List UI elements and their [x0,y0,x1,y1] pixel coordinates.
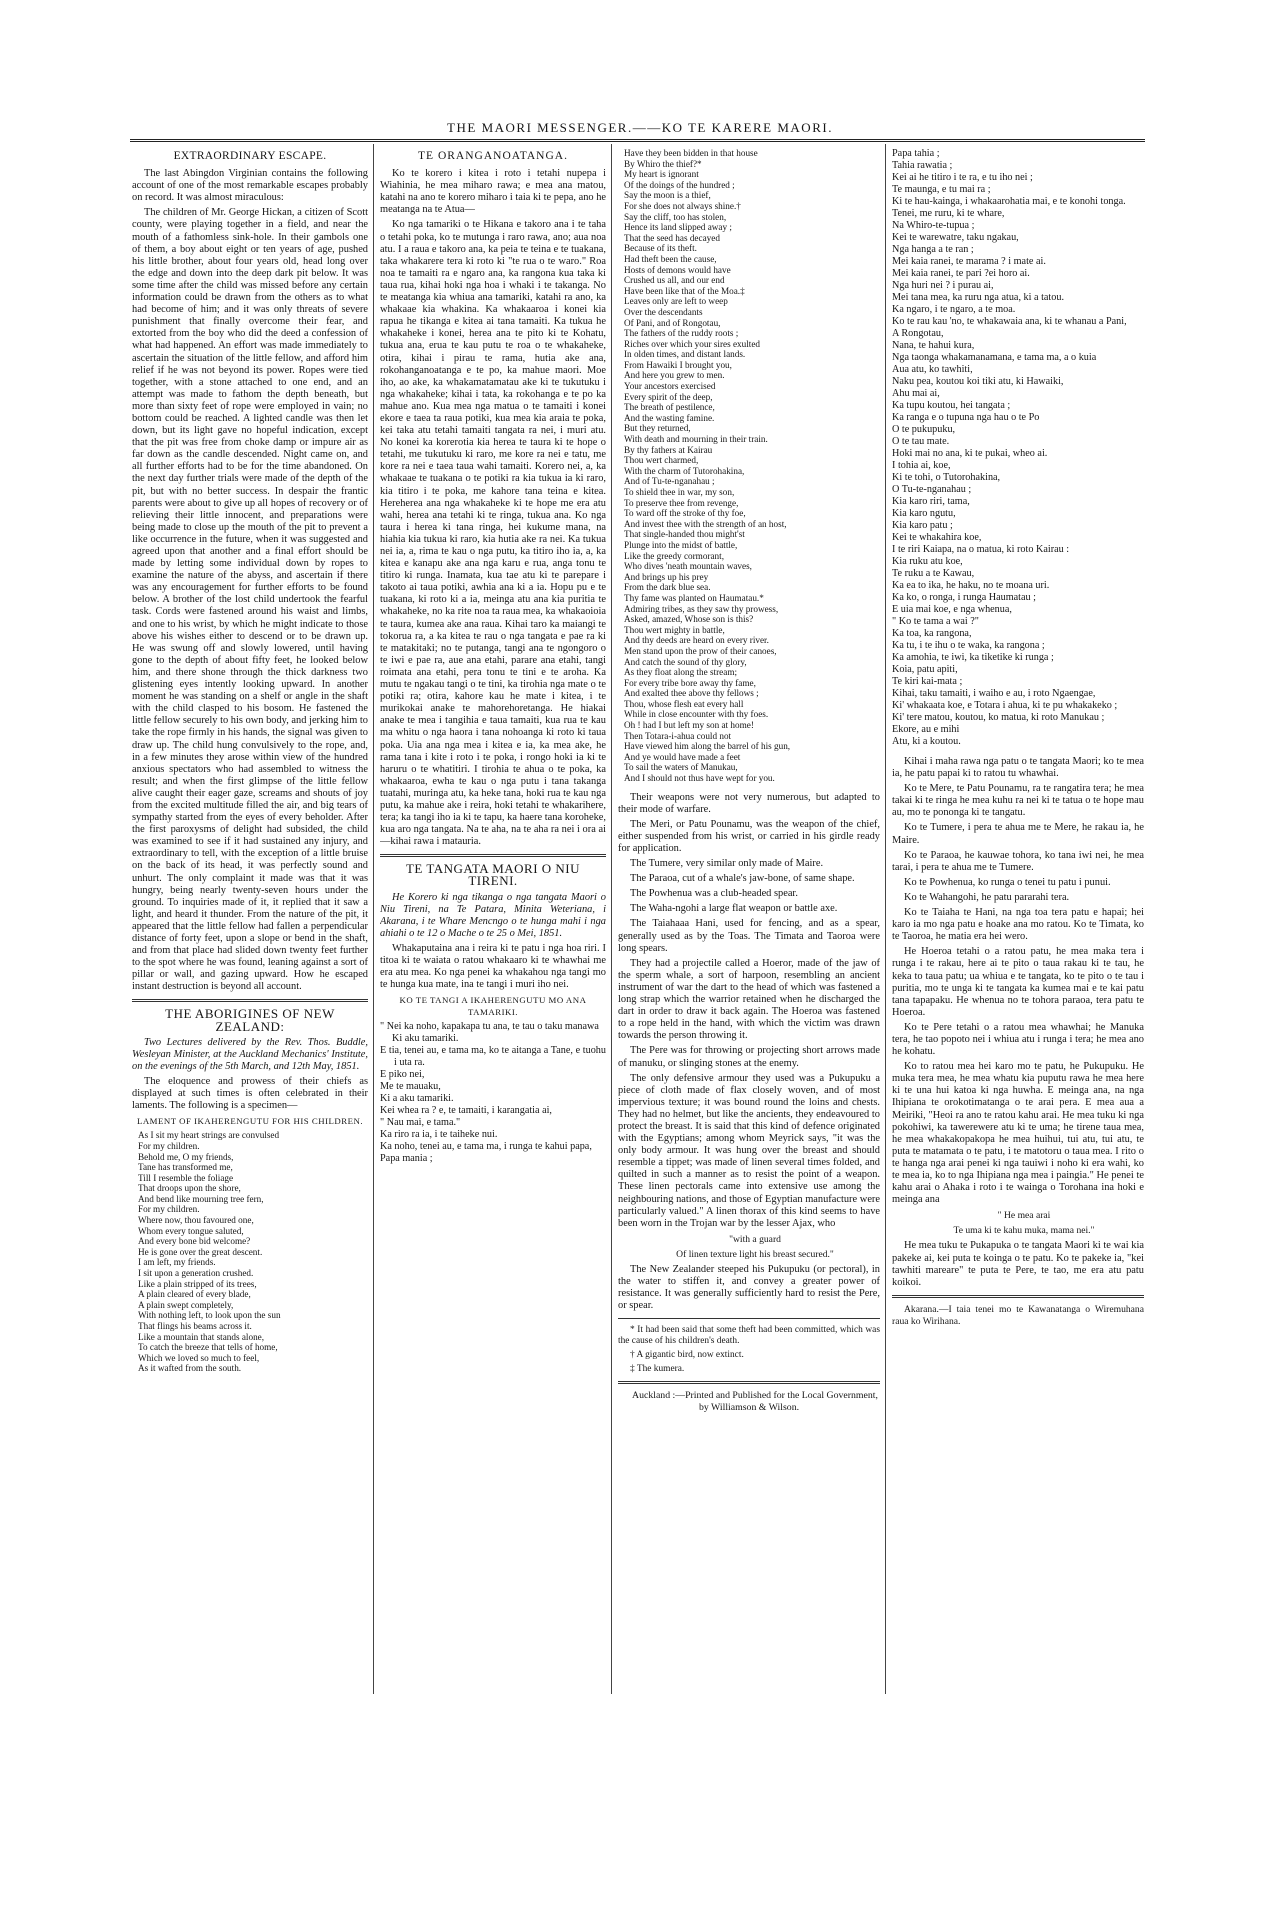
poem-line: Thy fame was planted on Haumatau.* [624,592,764,603]
poem-line: Till I resemble the foliage [138,1172,234,1183]
poem-line: And ye would have made a feet [624,751,741,762]
poem-line: Ki te tohi, o Tutorohakina, [892,472,1001,483]
poem-line: Kihai, taku tamaiti, i waiho e au, i roto Ngaengae, [892,688,1096,699]
poem-line: Ki' whakaata koe, e Totara i ahua, ki te pu whakakeko ; [892,700,1118,711]
poem-line: That flings his beams across it. [138,1321,252,1331]
poem-line: Like a mountain that stands alone, [138,1331,265,1342]
lament-poem [132,1130,368,1374]
poem-line: By Whiro the thief?* [624,158,702,169]
article-title-escape: EXTRAORDINARY ESCAPE. [173,150,327,162]
poem-line: Naku pea, koutou koi tiki atu, ki Hawaiki, [892,376,1064,387]
poem-line: Ka toa, ka rangona, [892,628,972,639]
article-subtitle: Two Lectures delivered by the Rev. Thos. Buddle, Wesleyan Minister, at the Auckland Mechanics' Institute, on the evenings of the 5th March, and 12th May, 1851. [132,1036,368,1072]
poem-line: Leaves only are left to weep [624,296,728,307]
paragraph: The children of Mr. George Hickan, a citizen of Scott county, were playing together in a field, and near the mouth of a fathomless sink-hole. In their gambols one of them, a boy about eight or ten years of age, pushed his little brother, about four years old, head long over the edge and down into the deep dark pit below. It was some time after the child was missed before any certain information could be drawn from the others as to what had become of him; and it was only threats of severe punishment that finally overcome their fear, and extorted from the boy who did the deed a confession of what had happened. An effort was made immediately to ascertain the situation of the little fellow, and afford him relief if he was not beyond its power. Ropes were tied together, with a stone attached to one end, and an attempt was made to fathom the depth beneath, but more than sixty feet of rope were employed in vain; no bottom could be reached. A lighted candle was then let down, but its light gave no hopeful indication, except that the pit was free from choke damp or impure air as far down as the candle descended. Night came on, and all further efforts had to be for the time abandoned. On the next day further trials were made of the depth of the pit, but with no better success. In despair the frantic parents were about to give up all hopes of recovery or of relieving their little innocent, and preparations were being made to close up the mouth of the pit to prevent a like occurrence in the future, when it was suggested and agreed upon that another and a final effort should be made by letting some individual down by ropes to examine the nature of the abyss, and ascertain if there was any encouragement for further efforts to be found below. A brother of the lost child undertook the fearful task. Cords were fastened around his waist and limbs, and one to his wrist, by which he might indicate to those above his wishes either to descend or to be drawn up. He was swung off and slowly lowered, until having gone to the depth of about fifty feet, he looked below him, and there shone through the thick darkness two glistening eyes intently looking upward. In another moment he was standing on a shelf or angle in the shaft with the child clasped to his bosom. He fastened the little fellow securely to his own body, and jerking him to take the rope firmly in his hands, the signal was given to draw up. The child hung convulsively to the rope, and, in a few minutes they arose within view of the hundred anxious spectators who had assembled to witness the result; and when the first glimpse of the little fellow alive caught their eager gaze, screams and shouts of joy from the excited multitude filled the air, and big tears of sympathy started from the eyes of every beholder. After the first paroxysms of delight had subsided, the child was examined to see if it had sustained any injury, and extraordinary to tell, with the exception of a little bruise on the back of its head, it was perfectly sound and unhurt. The only complaint it made was that it was hungry, being nearly twenty-seven hours under the ground. To inquiries made of it, it replied that it saw a light, and heard it thunder. From the nature of the pit, it appeared that the little fellow had fallen a perpendicular distance of forty feet, upon a slope or bend in the shaft, and from that place had slided down twenty feet further to the spot where he was found, leaning against a sort of pillar or wall, and gazing upward. How he escaped instant destruction is beyond all account. [132,207,368,993]
poem-line: Me te mauaku, [380,1081,441,1093]
poem-line: I te riri Kaiapa, na o matua, ki roto Kairau : [892,544,1070,555]
lament-title: LAMENT OF IKAHERENGUTU FOR HIS CHILDREN. [136,1116,364,1127]
poem-line: O te pukupuku, [892,424,956,435]
poem-line: But they returned, [624,423,691,434]
poem-line: My heart is ignorant [624,169,699,180]
poem-line: Nga huri nei ? i purau ai, [892,280,994,291]
poem-line: Nga taonga whakamanamana, e tama ma, a o kuia [892,352,1097,363]
poem-line: Ki aku tamariki. [392,1033,459,1045]
paragraph: Ko nga tamariki o te Hikana e takoro ana i te taha o tetahi poka, ko te mutunga i raro rawa, ano; aua noa atu. I a raua e takoro ana, ka peia te teina e te tuakana, taka whakarere tera ki roto ki "te rua o te waro." Roa noa te tamaiti ra e ngaro ana, ka rangona kua taka ki taua rua, kihai hoki nga hoa i whaki i te takanga. No te meatanga kia whiua ana tamariki, katahi ra ano, ka whakaae kia whakina. Ka whakaaroa i konei kia rapua he tikanga e kitea ai tana tamaiti. Ka tukua he whakaheke i konei, herea ana te pito ki te Kohatu, tukua ana, erua te kau putu te roa o te whakaheke, otira, kihai i pirau te rama, hutia ake ana, rokohanganoatanga e te po, ka mahue maori. Moe iho, ao ake, ka whakamatamatau ake ki te tukutuku i nga whakaheke; kihai i tata, ka rokohanga e te po ka mahue ano. Kua mea nga matua o te tamaiti i konei ekore e taea ta raua potiki, kua mea kia araia te poka, kei taka atu tetahi tamaiti tangata ra nei, i muri atu. No konei ka korerotia kia herea te taura ki te hope o tetahi, me tukutuku ki raro, me kore ra nei e tatu, me kore ra nei e taea taua wahi tamaiti. Korero nei, a, ka whakaae te tuakana o te potiki ra kia tukua ia ki raro, kia titiro i te poka, me kahore tana teina e kitea. Hereherea ana nga whakaheke ki te hope me era atu wahi, herea ana tetahi ki te ringa, tukua ana. Ko nga taura i herea ki tana ringa, hei kukume mana, na hiahia kia tukua ki raro, kia hutia ake ra nei. Ka tukua nei ia, a, rima te kau o nga putu, ka titiro iho ia, a, ka kitea e kanapu ake ana nga karu e rua, anga tonu te titiro ki runga. Inamata, kua tae atu ki te parepare i takoto ai taua potiki, awhia ana ki a ia. Hopu pu e te tuakana, ki roto ki a ia, meinga atu ana kia puritia te whakaheke, no ka rite noa ta raua mea, ka whakaoioia te taura, kumea ake ana raua. Kihai taro ka maiangi te tokorua ra, a ka kitea te rau o nga tangata e pae ra ki te matakitaki; no te putanga, tangi ana te ngongoro o te iwi e pae ra, aue ana etahi, parare ana etahi, tangi roimata ana etahi, pera tonu te tini e te aroha. Ka mutu te ngakau tangi o te tini, ka tirohia nga mate o te potiki ra; otira, kahore kau he mate i kitea, i te murikokai anake te mahorehoretanga. He hiakai anake te mea i tangihia e taua tamaiti, kua rua te kau ma whitu o nga haora i tana nohoanga ki roto ki taua poka. Uia ana nga mea i kitea e ia, ka mea ake, he rama tana i kite i roto i te poka, i rongo hoki ia ki te haruru o te whatitiri. I tirohia te ahua o te poka, ka whakaaroa, ewha te kau o nga putu i tana takanga tuatahi, muringa atu, ka heke tana, hoki rua te kau nga putu, ka mahue ake i reira, hoki tetahi te whakarihere, tera; ka tangi iho ia ki te tapu, ka haere tana koroheke, kua aro nga tangata. Na te aha, na te aha ra nei i ora ai—kihai rawa i matauria. [380,219,606,848]
poem-line: Ka noho, tenei au, e tama ma, i runga te kahui papa, [380,1141,592,1153]
poem-line: And of Tu-te-nganahau ; [624,476,715,487]
footnote: * It had been said that some theft had been committed, which was the cause of his children's death. [618,1325,880,1347]
poem-line: Ekore, au e mihi [892,724,960,735]
poem-line: In olden times, and distant lands. [624,349,746,360]
imprint-rule [892,1295,1144,1298]
poem-line: And bend like mourning tree fern, [138,1193,264,1204]
poem-line: And here you grew to men. [624,370,725,381]
poem-line: Asked, amazed, Whose son is this? [624,614,754,625]
lament-poem-continued [618,148,880,784]
poem-line: Kei whea ra ? e, te tamaiti, i karangatia ai, [380,1105,552,1117]
poem-line: Hence its land slipped away ; [624,222,732,233]
paragraph: The eloquence and prowess of their chiefs as displayed at such times is often celebrated in their laments. The following is a specimen— [132,1075,368,1112]
poem-line: O te tau mate. [892,436,950,447]
poem-line: " Ko te tama a wai ?" [892,616,979,627]
poem-line: Had theft been the cause, [624,253,717,264]
poem-line: " Nau mai, e tama." [380,1117,461,1129]
poem-line: Papa mania ; [380,1153,433,1165]
paragraph: Ko te korero i kitea i roto i tetahi nupepa i Wiahinia, he mea miharo rawa; e mea ana matou, katahi na ano te korero miharo i taia ki te pepa, ano he meatanga na te Atua— [380,168,606,216]
poem-line: Mei kaia ranei, te marama ? i mate ai. [892,256,1046,267]
poem-line: E tia, tenei au, e tama ma, ko te aitanga a Tane, e tuohu i uta ra. [380,1045,606,1069]
imprint: Auckland :—Printed and Published for the Local Government, by Williamson & Wilson. [632,1390,878,1414]
poem-line: As I sit my heart strings are convulsed [138,1130,280,1141]
poem-line: Over the descendants [624,306,703,317]
paragraph: Ko te Mere, te Patu Pounamu, ra te rangatira tera; he mea takai ki te ringa he mea kuhu ra nei ki te tatua o te hope mau au, mo te pononga ki te tangatu. [892,783,1144,819]
poem-line: The fathers of the ruddy roots ; [624,328,739,339]
paragraph: The last Abingdon Virginian contains the following account of one of the most remarkable escapes probably on record. It was almost miraculous: [132,168,368,204]
poem-line: Ka tupu koutou, hei tangata ; [892,400,1011,411]
poem-line: That droops upon the shore, [138,1183,241,1194]
poem-line: For every tribe bore away thy fame, [624,677,756,688]
footnote: † A gigantic bird, now extinct. [630,1350,744,1361]
article-title-aborigines: THE ABORIGINES OF NEW ZEALAND: [165,1006,335,1034]
poem-line: I tohia ai, koe, [892,460,951,471]
poem-line: Like the greedy cormorant, [624,550,724,561]
footnote: ‡ The kumera. [630,1364,685,1375]
poem-line: Atu, ki a koutou. [892,736,961,747]
poem-line: Thou wert charmed, [624,455,699,466]
poem-line: And the wasting famine. [624,412,715,423]
poem-line: Nga hanga a te ran ; [892,244,974,255]
paragraph: The New Zealander steeped his Pukupuku (or pectoral), in the water to stiffen it, and convey a greater power of resistance. It was generally sufficiently hard to resist the Pere, or spear. [618,1264,880,1312]
poem-line: And exalted thee above thy fellows ; [624,688,759,699]
paragraph: Ko te Tumere, i pera te ahua me te Mere, he rakau ia, he Maire. [892,822,1144,846]
poem-line: With nothing left, to look upon the sun [138,1310,281,1321]
paragraph: The Powhenua was a club-headed spear. [630,888,798,900]
article-subtitle: He Korero ki nga tikanga o nga tangata Maori o Niu Tireni, na Te Patara, Minita Weteriana, i Akarana, i te Whare Mencngo o te hunga mahi i nga ahiahi o te 12 o Mache o te 25 o Mei, 1851. [380,891,606,939]
poem-line: Behold me, O my friends, [138,1151,234,1162]
imprint: Akarana.—I taia tenei mo te Kawanatanga o Wiremuhana raua ko Wirihana. [892,1303,1144,1327]
header-rule [130,139,1145,142]
paragraph: Ko te Paraoa, he kauwae tohora, ko tana iwi nei, he mea tarai, i pera te ahua me te Tumere. [892,849,1144,873]
poem-line: Oh ! had I but left my son at home! [624,720,754,731]
paragraph: Ko te Wahangohi, he patu pararahi tera. [904,891,1070,903]
poem-line: Kia karo riri, tama, [892,496,970,507]
poem-line: That single-handed thou might'st [624,529,745,540]
poem-line: Riches over which your sires exulted [624,338,760,349]
column-divider [373,144,374,1694]
poem-line: Na Whiro-te-tupua ; [892,220,975,231]
poem-line: Te maunga, e tu mai ra ; [892,184,991,195]
poem-line: Then Totara-i-ahua could not [624,730,732,741]
poem-line: O Tu-te-nganahau ; [892,484,972,495]
poem-line: Your ancestors exercised [624,381,716,392]
poem-line: For my children. [138,1140,200,1151]
quote-line: Of linen texture light his breast secured." [676,1248,834,1260]
poem-line: That the seed has decayed [624,232,720,243]
poem-line: Ka ea to ika, he haku, no te moana uri. [892,580,1050,591]
poem-line: E piko nei, [380,1069,425,1081]
running-header: THE MAORI MESSENGER.——KO TE KARERE MAORI. [447,120,833,135]
paragraph: Their weapons were not very numerous, but adapted to their mode of warfare. [618,791,880,815]
paragraph: The Taiahaaa Hani, used for fencing, and as a spear, generally used as by the Toas. The Timata and Taoroa were long spears. [618,918,880,954]
poem-line: Papa tahia ; [892,148,940,159]
poem-line: Like a plain stripped of its trees, [138,1278,257,1289]
poem-line: Have viewed him along the barrel of his gun, [624,741,791,752]
poem-line: Ko te rau kau 'no, te whakawaia ana, ki te whanau a Pani, [892,316,1127,327]
poem-line: To preserve thee from revenge, [624,497,739,508]
poem-line: A plain swept completely, [138,1299,234,1310]
column-divider [611,144,612,1694]
poem-line: To catch the breeze that tells of home, [138,1342,278,1353]
section-rule [380,854,606,857]
poem-line: Ki' tere matou, koutou, ko matua, ki roto Manukau ; [892,712,1105,723]
poem-line: Hosts of demons would have [624,264,731,275]
article-title-tangata: TE TANGATA MAORI O NIU TIRENI. [405,861,581,889]
paragraph: Ko to ratou mea hei karo mo te patu, he Pukupuku. He muka tera mea, he mea whatu kia puputu rawa he mea here ki te una hui katoa ki nga huwha. E meinga ana, na nga Ihipiana te orokotimatanga o te arai pera. E mea aua a Meiriki, "Heoi ra ano te ratou kahu arai. He mea tuku ki nga pokohiwi, ka tawerewere atu ki te uma; he tirene taua mea, he mea whakakopakopa he mea huihui, tui atu, tui atu, te puta te matamata o te patu, i te matotoru o taua mea. I rito o te hanga nga arai penei ki nga tauiwi i noho ki era wahi, ko te mea ia, ko to nga Ihipiana nga mea i paingia." He penei te kahu arai o Ahaka i roto i te wainga o Torohana ina hoki e meinga ana [892,1061,1144,1206]
poem-line: Thou, whose flesh eat every hall [624,698,744,709]
poem-line: Koia, patu apiti, [892,664,958,675]
poem-line: As they float along the stream; [624,667,738,678]
poem-line: A Rongotau, [892,328,944,339]
imprint-rule [618,1381,880,1384]
poem-line: Mei kaia ranei, te pari ?ei horo ai. [892,268,1030,279]
poem-line: " Nei ka noho, kapakapa tu ana, te tau o taku manawa [380,1021,599,1033]
poem-line: Nana, te hahui kura, [892,340,975,351]
poem-line: He is gone over the great descent. [138,1246,263,1257]
paragraph: He mea tuku te Pukapuka o te tangata Maori ki te wai kia pakeke ai, kei puta te koinga o te patu. Ko te pakeke ia, "kei tawhiti mareare" te puta te Pere, te tao, me era atu patu koikoi. [892,1240,1144,1288]
poem-line: Ki te hau-kainga, i whakaarohatia mai, e te konohi tonga. [892,196,1126,207]
tangi-poem-continued [892,148,1144,748]
poem-line: Of the doings of the hundred ; [624,179,735,190]
paragraph: Whakaputaina ana i reira ki te patu i nga hoa riri. I titoa ki te waiata o ratou whakaaro ki te whawhai me era atu mea. Ko nga penei ka whakahou nga tangi mo te hunga kua mate, ina te tangi i muri iho nei. [380,942,606,991]
poem-line: A plain cleared of every blade, [138,1289,251,1300]
paragraph: The only defensive armour they used was a Pukupuku a piece of cloth made of flax closely woven, and of most impervious texture; it was bound round the loins and chests. They had no helmet, but like the ancients, they endeavoured to protect the breast. It is said that this kind of defence originated with the Egyptians; among whom Meyrick says, "it was the only body armour. It was hung over the breast and should resemble a tippet; was made of linen several times folded, and quilted in such a manner as to resist the point of a weapon. These linen pectorals came into extensive use among the neighbouring nations, and those of Egyptian manufacture were particularly valued." A linen thorax of this kind seems to have been worn in the Trojan war by the lesser Ajax, who [618,1072,880,1229]
poem-line: Ka amohia, te iwi, ka tiketike ki runga ; [892,652,1054,663]
paragraph: Ko te Taiaha te Hani, na nga toa tera patu e hapai; hei karo ia mo nga patu e hoake ana mo ratou. Ko te Timata, ko te Taoroa, he matia era hei wero. [892,907,1144,943]
poem-line: Crushed us all, and our end [624,275,725,286]
poem-line: Kia ruku atu koe, [892,556,963,567]
poem-line: Ka ngaro, i te ngaro, a te moa. [892,304,1016,315]
poem-line: While in close encounter with thy foes. [624,709,769,720]
quote-line: Te uma ki te kahu muka, mama nei." [953,1225,1095,1237]
paragraph: Kihai i maha rawa nga patu o te tangata Maori; ko te mea ia, he patu papai ki to ratou tu whawhai. [892,756,1144,780]
paragraph: They had a projectile called a Hoeror, made of the jaw of the sperm whale, a sort of harpoon, resembling an ancient instrument of war the dart to the head of which was fastened a long strap which the warrior retained when he discharged the dart in order to draw it back again. The Hoeroa was fastened to a rope held in the hand, with which the victim was drawn towards the person throwing it. [618,957,880,1042]
column-divider [885,144,886,1694]
poem-line: Kei te warewatre, taku ngakau, [892,232,1019,243]
article-title-oranga: TE ORANGANOATANGA. [418,150,568,162]
poem-line: Where now, thou favoured one, [138,1215,254,1226]
tangi-poem [380,1021,606,1165]
poem-line: Plunge into the midst of battle, [624,539,738,550]
poem-line: And invest thee with the strength of an host, [624,518,787,529]
poem-line: And I should not thus have wept for you. [624,773,775,784]
poem-line: I sit upon a generation crushed. [138,1268,254,1279]
poem-line: Ka riro ra ia, i te taiheke nui. [380,1129,498,1141]
poem-line: Have they been bidden in that house [624,148,758,158]
poem-line: Tenei, me ruru, ki te whare, [892,208,1005,219]
poem-line: Say the moon is a thief, [624,190,711,201]
column-4 [892,148,1144,1693]
poem-line: Kia karo patu ; [892,520,953,531]
column-3 [618,148,880,1693]
tangi-title: KO TE TANGI A IKAHERENGUTU MO ANA TAMARIKI. [399,995,587,1018]
poem-line: Ki a aku tamariki. [380,1093,454,1105]
poem-line: For my children. [138,1204,200,1215]
poem-line: To sail the waters of Manukau, [624,762,738,773]
poem-line: Whom every tongue saluted, [138,1225,244,1236]
poem-line: Ka ranga e o tupuna nga hau o te Po [892,412,1040,423]
poem-line: Who dives 'neath mountain waves, [624,561,752,572]
poem-line: Say the cliff, too has stolen, [624,211,727,222]
paragraph: The Meri, or Patu Pounamu, was the weapon of the chief, either suspended from his wrist, or carried in his girdle ready for application. [618,818,880,854]
poem-line: Which we loved so much to feel, [138,1352,260,1363]
poem-line: Ahu mai ai, [892,388,940,399]
poem-line: E uia mai koe, e nga whenua, [892,604,1012,615]
poem-line: Mei tana mea, ka ruru nga atua, ki a tatou. [892,292,1064,303]
paragraph: He Hoeroa tetahi o a ratou patu, he mea maka tera i runga i te rakau, here ai te pito o taua rakau ki te tau, he keka to taua patu; ua whiua e te tangata, ko te pito o te tau i puritia, mo te unga ki te tangata ka kumea mai e te kai patu tana tapapaku. He whenua no te tohora paraoa, tera patu te Hoeroa. [892,946,1144,1018]
poem-line: Admiring tribes, as they saw thy prowess, [624,603,779,614]
poem-line: And brings up his prey [624,571,709,582]
poem-line: Ka tu, i te ihu o te waka, ka rangona ; [892,640,1045,651]
paragraph: The Waha-ngohi a large flat weapon or battle axe. [630,903,838,915]
poem-line: With death and mourning in their train. [624,434,768,445]
poem-line: To ward off the stroke of thy foe, [624,508,746,519]
section-rule [132,999,368,1002]
poem-line: By thy fathers at Kairau [624,444,713,455]
poem-line: From the dark blue sea. [624,582,711,593]
poem-line: Aua atu, ko tawhiti, [892,364,973,375]
poem-line: And every bone bid welcome? [138,1236,251,1247]
poem-line: The breath of pestilence, [624,402,715,413]
poem-line: As it wafted from the south. [138,1363,242,1374]
paragraph: The Pere was for throwing or projecting short arrows made of manuku, or slinging stones at the enemy. [618,1045,880,1069]
poem-line: Every spirit of the deep, [624,391,713,402]
poem-line: From Hawaiki I brought you, [624,359,732,370]
poem-line: With the charm of Tutorohakina, [624,465,745,476]
paragraph: Ko te Pere tetahi o a ratou mea whawhai; he Manuka tera, he tao popoto nei i whiua atu i runga i tera; he mea ano he kohatu. [892,1021,1144,1058]
quote-line: " He mea arai [997,1210,1051,1222]
poem-line: And thy deeds are heard on every river. [624,635,769,646]
poem-line: Te kiri kai-mata ; [892,676,963,687]
poem-line: Kei ai he titiro i te ra, e tu iho nei ; [892,172,1033,183]
poem-line: And catch the sound of thy glory, [624,656,747,667]
poem-line: Hoki mai no ana, ki te pukai, wheo ai. [892,448,1048,459]
poem-line: Te ruku a te Kawau, [892,568,975,579]
poem-line: Tane has transformed me, [138,1162,233,1173]
poem-line: Kei te whakahira koe, [892,532,982,543]
poem-line: Because of its theft. [624,243,697,254]
poem-line: Ka ko, o ronga, i runga Haumatau ; [892,592,1036,603]
column-2 [380,148,606,1693]
poem-line: For she does not always shine.† [624,200,741,211]
paragraph: Ko te Powhenua, ko runga o tenei tu patu i punui. [904,876,1111,888]
poem-line: Men stand upon the prow of their canoes, [624,645,777,656]
poem-line: Thou wert mighty in battle, [624,624,725,635]
footnote-rule [618,1318,880,1319]
quote-line: "with a guard [729,1233,781,1245]
poem-line: Have been like that of the Moa.‡ [624,285,745,296]
paragraph: The Tumere, very similar only made of Maire. [630,858,824,870]
poem-line: Kia karo ngutu, [892,508,956,519]
poem-line: Of Pani, and of Rongotau, [624,317,721,328]
poem-line: I am left, my friends. [138,1257,216,1268]
poem-line: To shield thee in war, my son, [624,487,735,497]
poem-line: Tahia rawatia ; [892,160,953,171]
paragraph: The Paraoa, cut of a whale's jaw-bone, of same shape. [630,873,855,885]
column-1 [132,148,368,1693]
